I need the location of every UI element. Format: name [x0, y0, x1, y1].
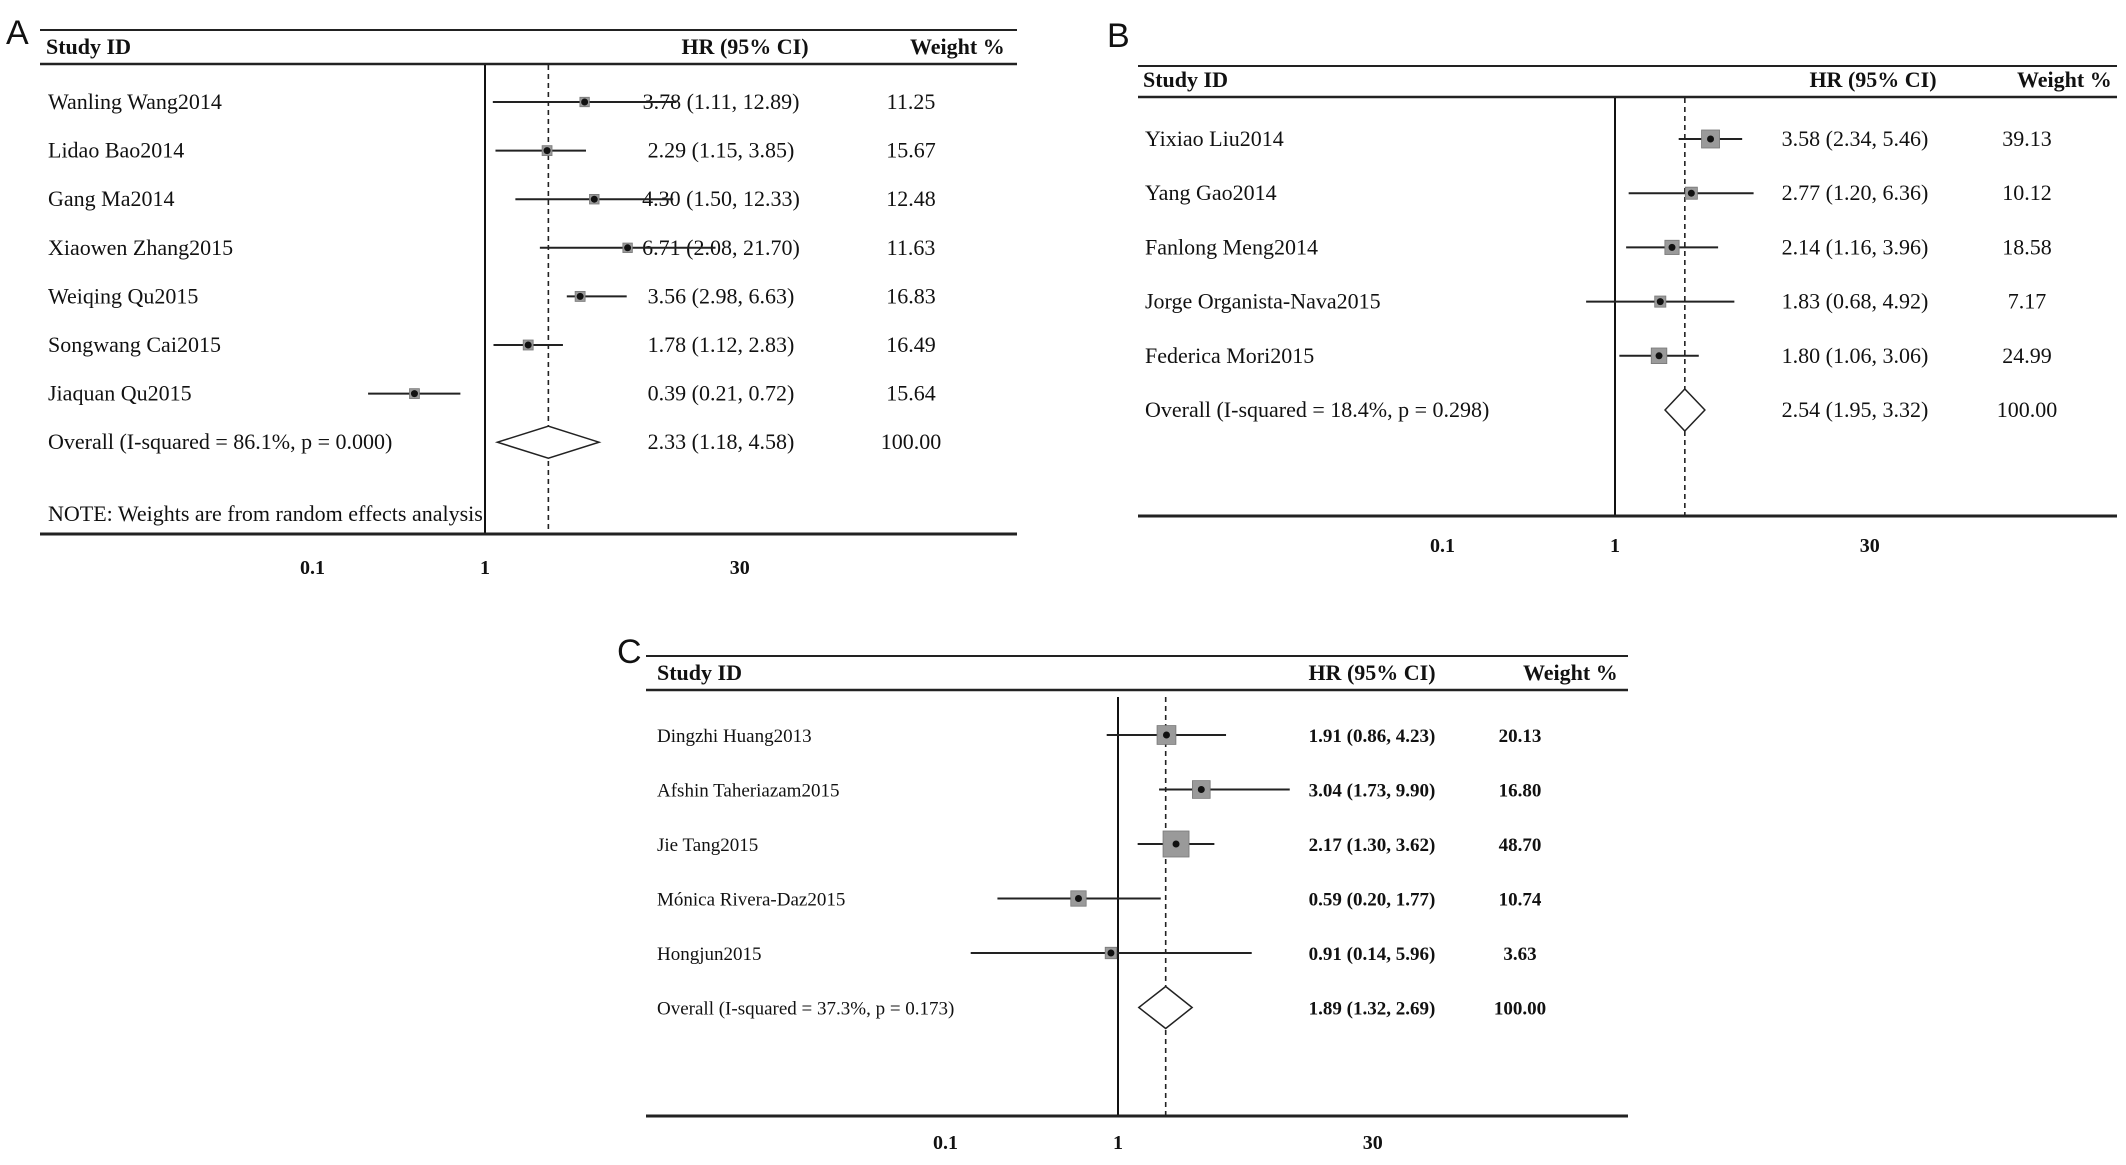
panel-a: [6, 14, 1017, 579]
study-hr-ci: 1.91 (0.86, 4.23): [1308, 726, 1436, 747]
header-hr-ci: HR (95% CI): [1308, 660, 1436, 685]
study-name: Dingzhi Huang2013: [657, 726, 812, 747]
study-point-estimate: [1075, 895, 1082, 902]
overall-weight: 100.00: [1996, 397, 2058, 422]
header-hr-ci: HR (95% CI): [681, 34, 809, 59]
overall-diamond: [1139, 987, 1192, 1029]
overall-hr-ci: 2.33 (1.18, 4.58): [647, 429, 795, 455]
study-hr-ci: 2.14 (1.16, 3.96): [1781, 234, 1929, 260]
study-hr-ci: 1.78 (1.12, 2.83): [647, 332, 795, 357]
study-hr-ci: 3.56 (2.98, 6.63): [647, 283, 795, 309]
x-tick-label: 30: [1859, 535, 1880, 557]
weights-note: NOTE: Weights are from random effects analysis: [48, 501, 483, 526]
study-point-estimate: [1163, 732, 1170, 739]
study-name: Jie Tang2015: [657, 835, 759, 856]
study-hr-ci: 2.29 (1.15, 3.85): [647, 137, 795, 163]
study-hr-ci: 2.77 (1.20, 6.36): [1781, 180, 1929, 206]
x-tick-label: 0.1: [933, 1132, 958, 1154]
x-tick-label: 30: [729, 557, 750, 579]
study-name: Wanling Wang2014: [48, 89, 222, 114]
study-hr-ci: 3.58 (2.34, 5.46): [1781, 126, 1929, 151]
study-weight: 3.63: [1503, 944, 1537, 965]
overall-label: Overall (I-squared = 18.4%, p = 0.298): [1145, 397, 1490, 422]
study-hr-ci: 1.83 (0.68, 4.92): [1781, 288, 1929, 314]
study-name: Fanlong Meng2014: [1145, 234, 1318, 260]
study-hr-ci: 1.80 (1.06, 3.06): [1781, 342, 1929, 368]
header-study-id: Study ID: [46, 34, 131, 59]
panel-letter-a: A: [6, 14, 29, 52]
study-name: Yixiao Liu2014: [1145, 126, 1284, 151]
x-tick-label: 0.1: [300, 557, 325, 579]
study-hr-ci: 3.78 (1.11, 12.89): [642, 89, 800, 114]
x-tick-label: 30: [1362, 1132, 1383, 1154]
study-weight: 39.13: [2002, 126, 2052, 151]
header-study-id: Study ID: [1143, 67, 1228, 92]
study-name: Jorge Organista-Nava2015: [1145, 288, 1381, 314]
study-weight: 10.74: [1498, 889, 1542, 911]
study-weight: 11.63: [886, 234, 936, 260]
study-name: Weiqing Qu2015: [48, 283, 199, 309]
study-name: Hongjun2015: [657, 944, 762, 965]
study-weight: 20.13: [1498, 726, 1542, 747]
study-weight: 7.17: [2007, 288, 2047, 314]
study-name: Mónica Rivera-Daz2015: [657, 889, 846, 911]
study-name: Gang Ma2014: [48, 186, 175, 212]
header-hr-ci: HR (95% CI): [1809, 67, 1937, 92]
study-hr-ci: 2.17 (1.30, 3.62): [1308, 835, 1436, 856]
study-point-estimate: [411, 390, 418, 397]
overall-weight: 100.00: [1493, 998, 1547, 1020]
study-point-estimate: [1107, 950, 1114, 957]
panel-b: [1107, 17, 2117, 557]
study-hr-ci: 4.30 (1.50, 12.33): [642, 186, 800, 212]
study-weight: 10.12: [2002, 180, 2052, 206]
study-point-estimate: [581, 99, 588, 106]
overall-hr-ci: 2.54 (1.95, 3.32): [1781, 397, 1929, 422]
study-weight: 11.25: [886, 89, 936, 114]
study-weight: 12.48: [886, 186, 936, 212]
study-name: Afshin Taheriazam2015: [657, 780, 840, 802]
header-study-id: Study ID: [657, 660, 742, 685]
study-hr-ci: 6.71 (2.08, 21.70): [642, 234, 800, 260]
overall-label: Overall (I-squared = 86.1%, p = 0.000): [48, 429, 393, 455]
study-name: Xiaowen Zhang2015: [48, 234, 234, 260]
study-hr-ci: 0.39 (0.21, 0.72): [647, 380, 795, 406]
study-point-estimate: [1173, 841, 1180, 848]
study-weight: 15.64: [886, 380, 936, 406]
study-name: Yang Gao2014: [1145, 180, 1277, 206]
study-point-estimate: [1707, 136, 1714, 143]
study-name: Lidao Bao2014: [48, 137, 185, 163]
study-point-estimate: [544, 147, 551, 154]
study-weight: 15.67: [886, 137, 936, 163]
header-weight: Weight %: [1523, 660, 1618, 685]
study-weight: 16.49: [886, 332, 936, 357]
study-point-estimate: [577, 293, 584, 300]
study-weight: 18.58: [2002, 234, 2052, 260]
study-weight: 48.70: [1498, 835, 1542, 856]
study-hr-ci: 0.91 (0.14, 5.96): [1308, 944, 1436, 965]
header-weight: Weight %: [910, 34, 1005, 59]
overall-weight: 100.00: [880, 429, 942, 455]
x-tick-label: 1: [480, 557, 490, 579]
study-point-estimate: [1668, 244, 1675, 251]
overall-label: Overall (I-squared = 37.3%, p = 0.173): [657, 998, 955, 1020]
study-weight: 16.83: [886, 283, 936, 309]
x-tick-label: 1: [1610, 535, 1620, 557]
overall-hr-ci: 1.89 (1.32, 2.69): [1308, 998, 1436, 1020]
panel-letter-b: B: [1107, 17, 1130, 55]
study-weight: 24.99: [2002, 342, 2052, 368]
study-point-estimate: [1198, 786, 1205, 793]
study-point-estimate: [1688, 190, 1695, 197]
study-name: Federica Mori2015: [1145, 342, 1315, 368]
study-hr-ci: 3.04 (1.73, 9.90): [1308, 780, 1436, 802]
header-weight: Weight %: [2017, 67, 2112, 92]
x-tick-label: 1: [1113, 1132, 1123, 1154]
overall-diamond: [1665, 389, 1705, 431]
study-name: Jiaquan Qu2015: [48, 380, 192, 406]
study-point-estimate: [591, 196, 598, 203]
study-point-estimate: [1657, 298, 1664, 305]
study-hr-ci: 0.59 (0.20, 1.77): [1308, 889, 1436, 911]
study-point-estimate: [624, 244, 631, 251]
study-point-estimate: [525, 342, 532, 349]
study-name: Songwang Cai2015: [48, 332, 221, 357]
panel-c: [617, 633, 1628, 1154]
x-tick-label: 0.1: [1430, 535, 1455, 557]
study-point-estimate: [1656, 352, 1663, 359]
panel-letter-c: C: [617, 633, 642, 671]
study-weight: 16.80: [1498, 780, 1542, 802]
overall-diamond: [497, 426, 599, 458]
